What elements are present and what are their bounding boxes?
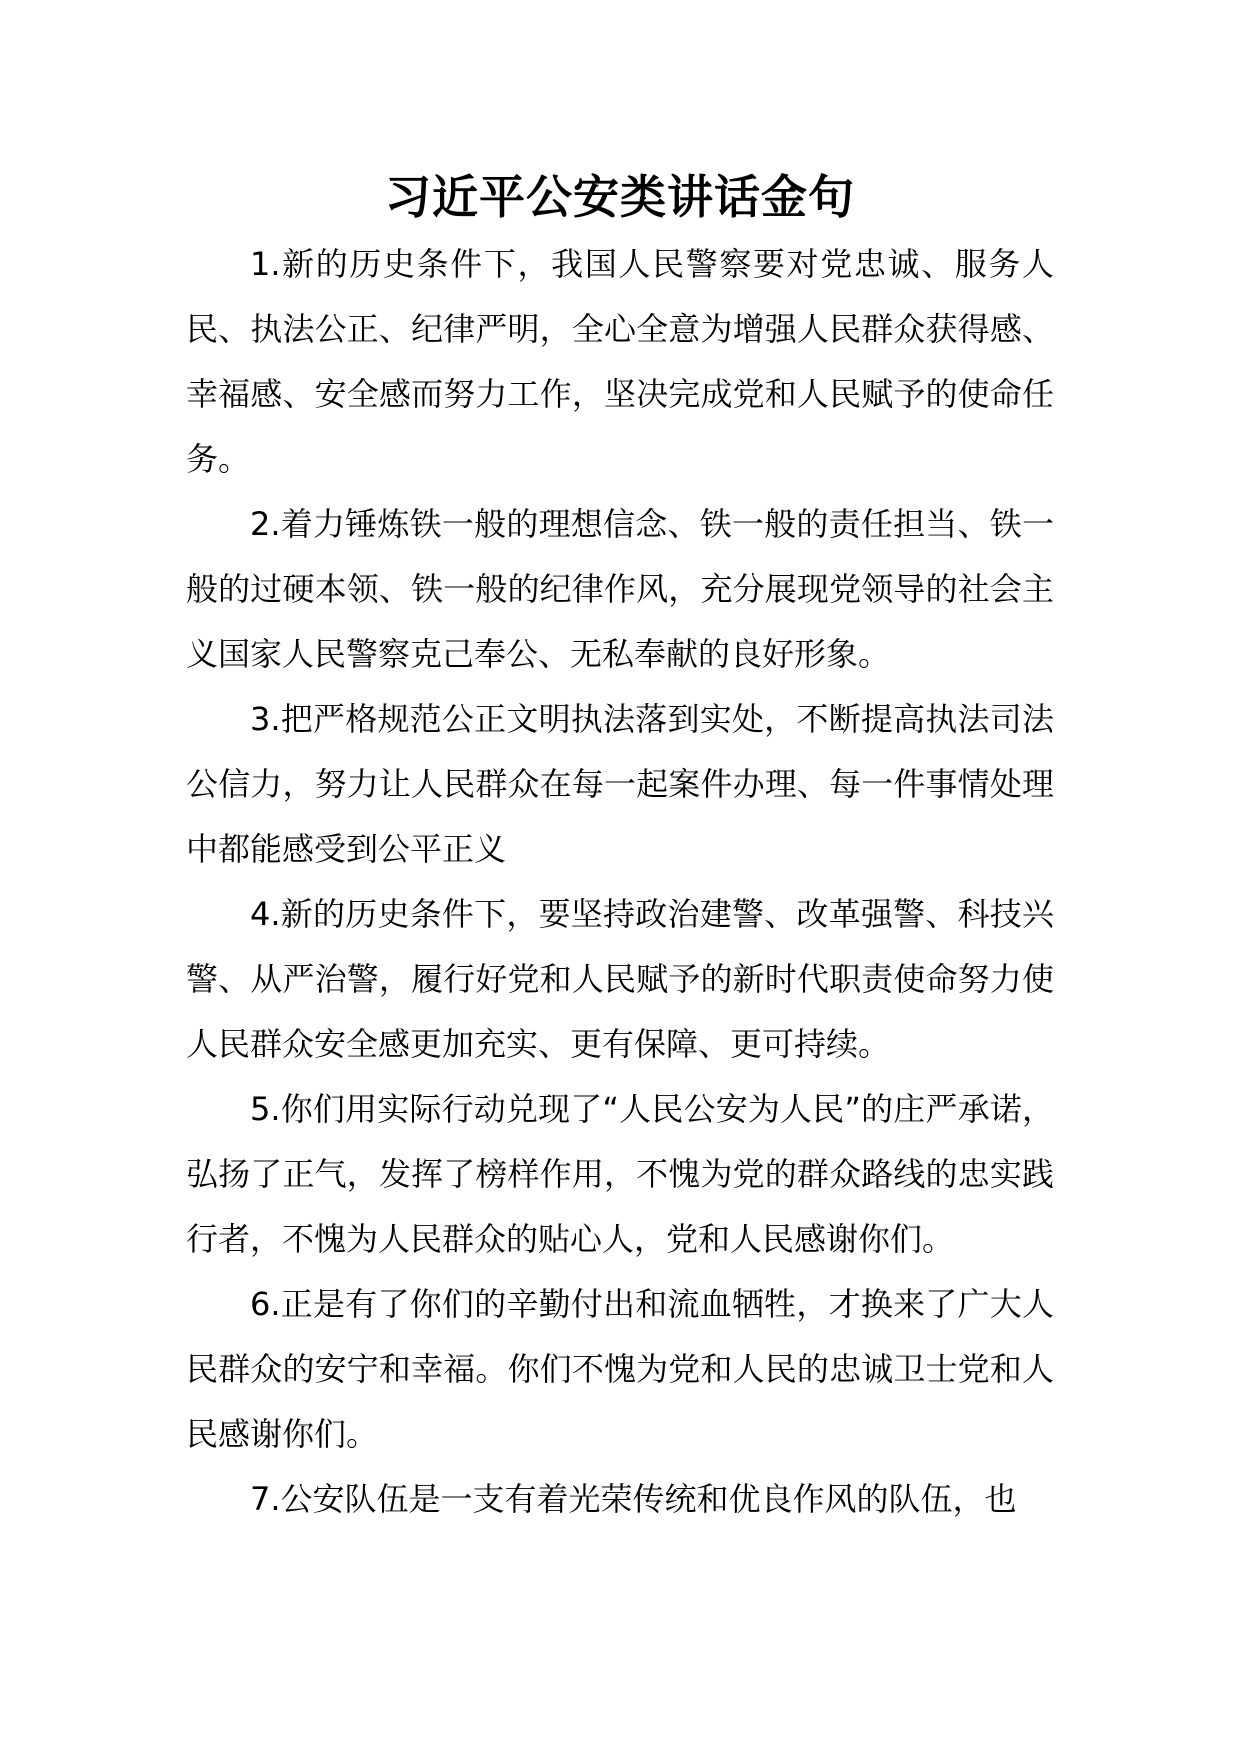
- paragraph: 4.新的历史条件下，要坚持政治建警、改革强警、科技兴警、从严治警，履行好党和人民赋予的新时代职责使命努力使人民群众安全感更加充实、更有保障、更可持续。: [186, 895, 1054, 1063]
- paragraph: 6.正是有了你们的辛勤付出和流血牺牲，才换来了广大人民群众的安宁和幸福。你们不愧为党和人民的忠诚卫士党和人民感谢你们。: [186, 1285, 1054, 1453]
- document-title: 习近平公安类讲话金句: [385, 170, 855, 224]
- paragraph: 2.着力锤炼铁一般的理想信念、铁一般的责任担当、铁一般的过硬本领、铁一般的纪律作风，充分展现党领导的社会主义国家人民警察克己奉公、无私奉献的良好形象。: [186, 505, 1054, 673]
- document-body: [186, 232, 1054, 1532]
- paragraph: 5.你们用实际行动兑现了“人民公安为人民”的庄严承诺，弘扬了正气，发挥了榜样作用，不愧为党的群众路线的忠实践行者，不愧为人民群众的贴心人，党和人民感谢你们。: [186, 1090, 1054, 1258]
- paragraph: 1.新的历史条件下，我国人民警察要对党忠诚、服务人民、执法公正、纪律严明，全心全意为增强人民群众获得感、幸福感、安全感而努力工作，坚决完成党和人民赋予的使命任务。: [186, 245, 1054, 478]
- paragraph: 3.把严格规范公正文明执法落到实处，不断提高执法司法公信力，努力让人民群众在每一起案件办理、每一件事情处理中都能感受到公平正义: [186, 700, 1054, 868]
- paragraph: 7.公安队伍是一支有着光荣传统和优良作风的队伍，也: [250, 1480, 1017, 1518]
